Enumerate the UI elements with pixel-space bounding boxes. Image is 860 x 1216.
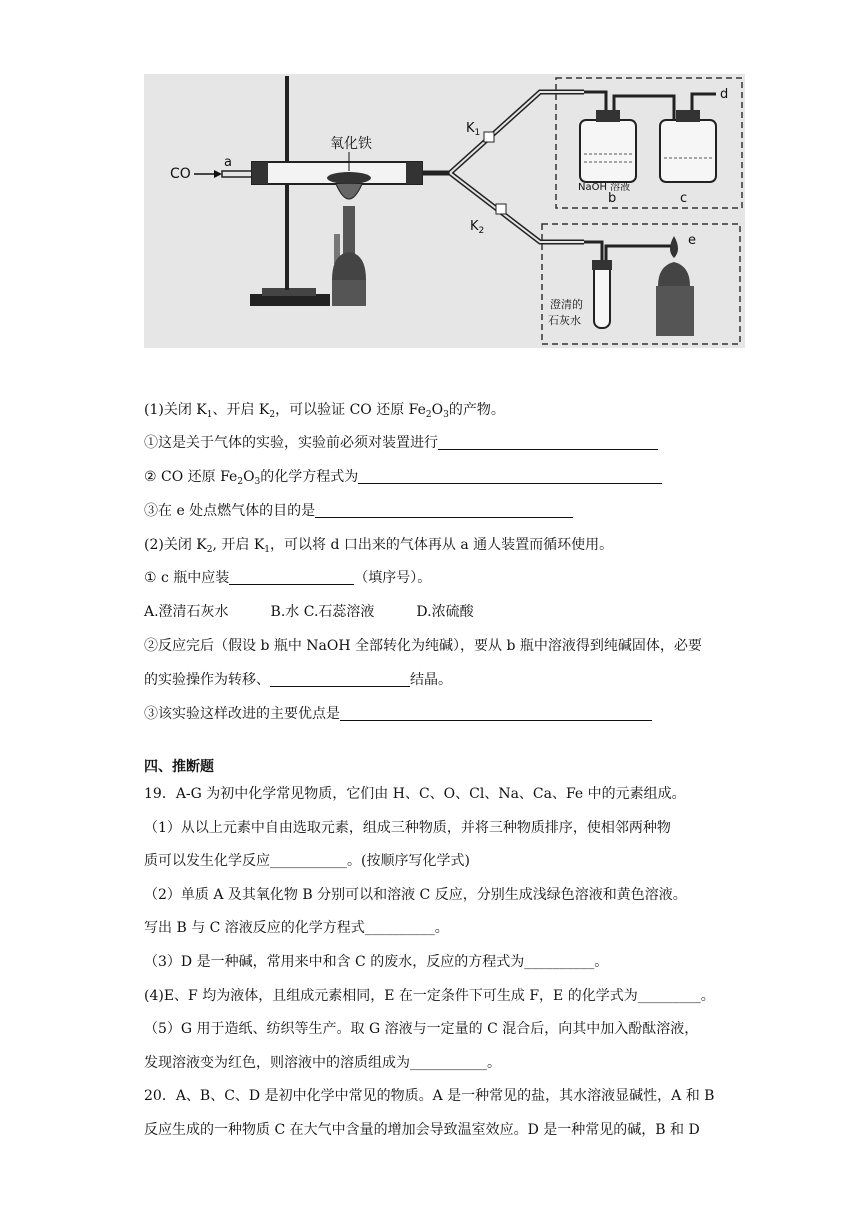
d-label: d: [720, 87, 729, 102]
bottle-c: [660, 120, 716, 182]
q18-part1: (1)关闭 $K_1$、开启 $K_2$，可以验证 CO 还原 $Fe_2O_3$的产物。: [144, 402, 505, 420]
test-tube: [594, 262, 610, 328]
k2-label: $K_2$: [470, 219, 485, 236]
a-label: a: [224, 155, 232, 170]
q20-line2: 反应生成的一种物质 C 在大气中含量的增加会导致温室效应。D 是一种常见的碱，B 和 D: [144, 1122, 700, 1138]
limewater-label-2: 石灰水: [548, 314, 581, 327]
q18-part2: (2)关闭 $K_2$, 开启 $K_1$，可以将 d 口出来的气体再从 a 通人装置而循环使用。: [144, 537, 614, 555]
q19-stem: 19．A-G 为初中化学常见物质，它们由 H、C、O、Cl、Na、Ca、Fe 中的元素组成。: [144, 786, 686, 802]
answer-blank[interactable]: [315, 502, 573, 518]
naoh-label: NaOH 溶液: [578, 182, 631, 193]
q18-options: A.澄清石灰水 B.水 C.石蕊溶液 D.浓硫酸: [144, 604, 474, 620]
apparatus-figure: [144, 74, 745, 348]
q18-part2-2-line2: 的实验操作为转移、 结晶。: [144, 672, 452, 688]
answer-blank[interactable]: [358, 468, 662, 484]
q19-part2-line2: 写出 B 与 C 溶液反应的化学方程式__________。: [144, 920, 449, 936]
q19-part2-line1: （2）单质 A 及其氧化物 B 分别可以和溶液 C 反应，分别生成浅绿色溶液和黄色溶液。: [144, 887, 687, 903]
q19-part3: （3）D 是一种碱，常用来中和含 C 的废水，反应的方程式为__________。: [144, 954, 609, 970]
answer-blank[interactable]: [340, 705, 652, 721]
q19-part1-line2: 质可以发生化学反应___________。(按顺序写化学式): [144, 853, 470, 869]
iron-oxide-label: 氧化铁: [330, 136, 372, 152]
k2-valve: [496, 204, 506, 214]
answer-blank[interactable]: [270, 671, 410, 687]
alcohol-lamp: [656, 286, 694, 336]
q19-part5-line1: （5）G 用于造纸、纺织等生产。取 G 溶液与一定量的 C 混合后，向其中加入酚酞溶液，: [144, 1021, 699, 1037]
q20-line1: 20．A、B、C、D 是初中化学中常见的物质。A 是一种常见的盐，其水溶液显碱性，A 和 B: [144, 1088, 715, 1104]
q18-part1-2: ② CO 还原 $Fe_2O_3$的化学方程式为: [144, 467, 662, 487]
q19-part4: (4)E、F 均为液体，且组成元素相同，E 在一定条件下可生成 F，E 的化学式为_________。: [144, 988, 715, 1004]
answer-blank[interactable]: [229, 569, 354, 585]
q19-part1-line1: （1）从以上元素中自由选取元素，组成三种物质，并将三种物质排序，使相邻两种物: [144, 820, 671, 836]
q19-part5-line2: 发现溶液变为红色，则溶液中的溶质组成为___________。: [144, 1055, 501, 1071]
q18-part1-1: ①这是关于气体的实验，实验前必须对装置进行: [144, 433, 658, 453]
q18-part2-1: ① c 瓶中应装 （填序号）。: [144, 570, 432, 586]
q18-part1-3: ③在 e 处点燃气体的目的是: [144, 501, 573, 521]
limewater-label-1: 澄清的: [550, 298, 583, 311]
q18-part2-3: ③该实验这样改进的主要优点是: [144, 704, 652, 724]
c-label: c: [680, 191, 688, 206]
e-label: e: [688, 233, 696, 248]
q18-part2-2-line1: ②反应完后（假设 b 瓶中 NaOH 全部转化为纯碱），要从 b 瓶中溶液得到纯碱固体，必要: [144, 638, 702, 654]
answer-blank[interactable]: [438, 434, 658, 450]
k1-valve: [484, 132, 494, 142]
co-label: CO: [170, 166, 191, 182]
section-title: 四、推断题: [144, 759, 214, 775]
bottle-b: [580, 120, 636, 182]
k1-label: $K_1$: [466, 121, 481, 138]
iron-oxide-sample: [327, 172, 371, 184]
b-label: b: [608, 191, 617, 206]
